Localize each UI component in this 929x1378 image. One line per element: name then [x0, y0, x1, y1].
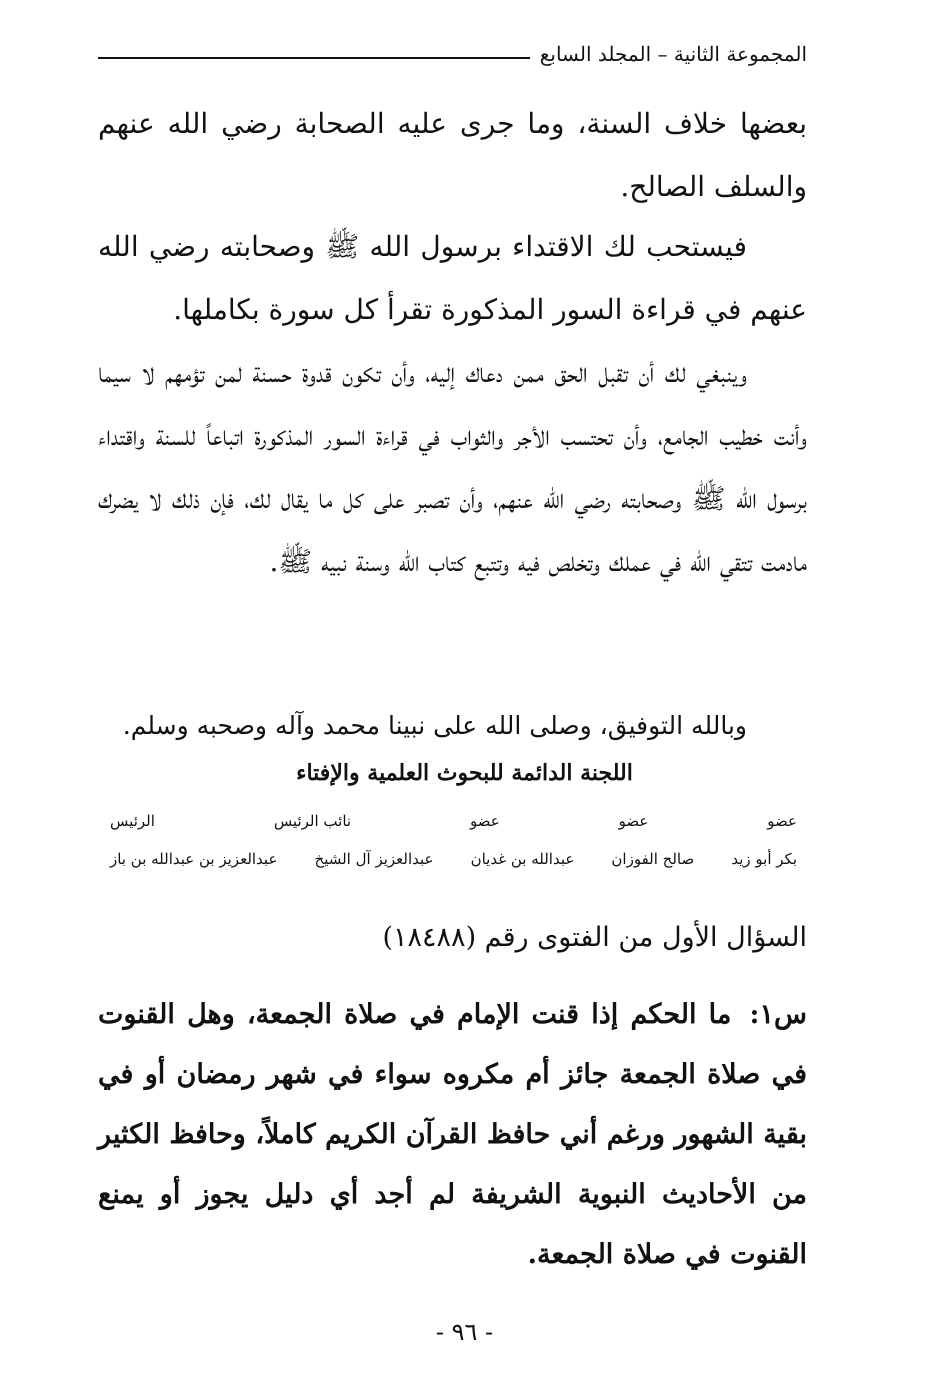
paragraph-2: فيستحب لك الاقتداء برسول الله ﷺ وصحابته رضي الله عنهم في قراءة السور المذكورة تقرأ كل سورة بكاملها. — [98, 230, 807, 326]
closing-line: وبالله التوفيق، وصلى الله على نبينا محمد وآله وصحبه وسلم. — [122, 711, 747, 740]
member-name: صالح الفوزان — [611, 850, 695, 868]
committee-roles — [110, 812, 797, 830]
question-title: السؤال الأول من الفتوى رقم (١٨٤٨٨) — [382, 922, 807, 953]
committee-title: اللجنة الدائمة للبحوث العلمية والإفتاء — [296, 760, 633, 786]
member-name: عبدالله بن غديان — [470, 850, 575, 868]
member-role: عضو — [767, 812, 797, 830]
header-rule — [98, 57, 530, 59]
question-label: س١: — [749, 999, 807, 1030]
member-role: عضو — [618, 812, 649, 830]
paragraph-3: وينبغي لك أن تقبل الحق ممن دعاك إليه، وأن تكون قدوة حسنة لمن تؤمهم لا سيما وأنت خطيب الجامع، وأن تحتسب الأجر والثواب في قراءة السور المذكورة اتباعاً للسنة واقتداء برسول الله ﷺ وصحابته رضي الله عنهم، وأن تصبر على كل ما يقال لك، فإن ذلك لا يضرك مادمت تتقي الله في عملك وتخلص فيه وتتبع كتاب الله وسنة نبيه ﷺ. — [98, 356, 807, 578]
member-name: عبدالعزيز بن عبدالله بن باز — [110, 850, 278, 868]
question-text: ما الحكم إذا قنت الإمام في صلاة الجمعة، وهل القنوت في صلاة الجمعة جائز أم مكروه سواء في شهر رمضان أو في بقية الشهور ورغم أني حافظ القرآن الكريم كاملاً، وحافظ الكثير من الأحاديث النبوية الشريفة لم أجد أي دليل يجوز أو يمنع القنوت في صلاة الجمعة. — [98, 999, 807, 1270]
question-body — [98, 985, 807, 1285]
member-role: عضو — [470, 812, 500, 830]
member-role: الرئيس — [110, 812, 155, 830]
committee-names — [110, 850, 797, 868]
running-title: المجموعة الثانية – المجلد السابع — [539, 42, 807, 66]
member-role: نائب الرئيس — [273, 812, 352, 830]
running-header — [98, 36, 807, 72]
page-number: - ٩٦ - — [435, 1318, 494, 1346]
member-name: بكر أبو زيد — [731, 850, 797, 868]
member-name: عبدالعزيز آل الشيخ — [314, 850, 434, 868]
paragraph-1: بعضها خلاف السنة، وما جرى عليه الصحابة رضي الله عنهم والسلف الصالح. — [98, 107, 807, 203]
